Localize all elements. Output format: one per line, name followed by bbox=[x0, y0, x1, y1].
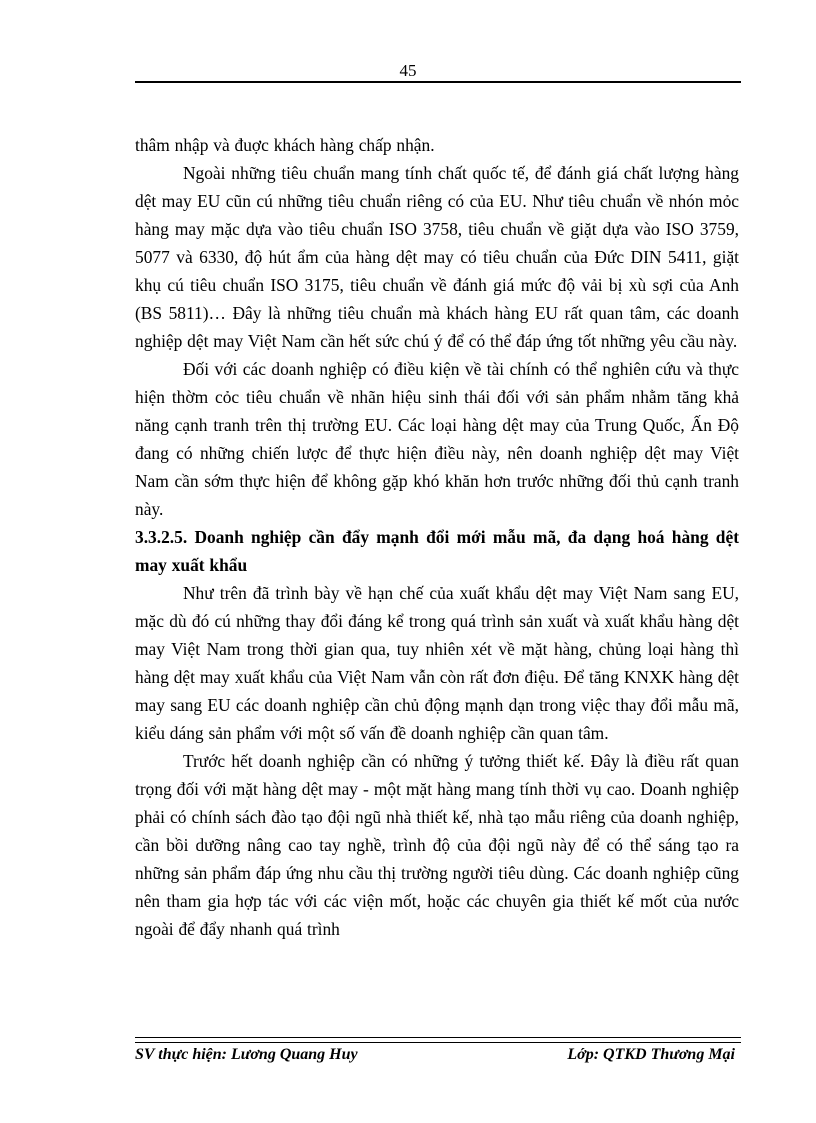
paragraph-product-diversity: Như trên đã trình bày về hạn chế của xuất khẩu dệt may Việt Nam sang EU, mặc dù đó cú những thay đổi đáng kể trong quá trình sản xuất và xuất khẩu hàng dệt may Việt Nam trong thời gian qua, tuy nhiên xét về mặt hàng, chủng loại hàng thì hàng dệt may xuất khẩu của Việt Nam vẫn còn rất đơn điệu. Để tăng KNXK hàng dệt may sang EU các doanh nghiệp cần chủ động mạnh dạn trong việc thay đổi mẫu mã, kiểu dáng sản phẩm với một số vấn đề doanh nghiệp cần quan tâm. bbox=[135, 583, 739, 743]
paragraph-continuation: thâm nhập và đuợc khách hàng chấp nhận. bbox=[135, 135, 435, 155]
paragraph-design-ideas: Trước hết doanh nghiệp cần có những ý tưởng thiết kế. Đây là điều rất quan trọng đối với mặt hàng dệt may - một mặt hàng mang tính thời vụ cao. Doanh nghiệp phải có chính sách đào tạo đội ngũ nhà thiết kế, nhà tạo mẫu riêng của doanh nghiệp, cần bồi dưỡng nâng cao tay nghề, trình độ của đội ngũ này để có thể sáng tạo ra những sản phẩm đáp ứng nhu cầu thị trường người tiêu dùng. Các doanh nghiệp cũng nên tham gia hợp tác với các viện mốt, hoặc các chuyên gia thiết kế mốt của nước ngoài để đẩy nhanh quá trình bbox=[135, 751, 739, 939]
document-body bbox=[135, 131, 739, 943]
paragraph-standards: Ngoài những tiêu chuẩn mang tính chất quốc tế, để đánh giá chất lượng hàng dệt may EU cũn cú những tiêu chuẩn riêng có của EU. Như tiêu chuẩn về nhón mỏc hàng may mặc dựa vào tiêu chuẩn ISO 3758, tiêu chuẩn về giặt dựa vào ISO 3759, 5077 và 6330, độ hút ẩm của hàng dệt may có tiêu chuẩn của Đức DIN 5411, giặt khụ cú tiêu chuẩn ISO 3175, tiêu chuẩn về đánh giá mức độ vải bị xù sợi của Anh (BS 5811)… Đây là những tiêu chuẩn mà khách hàng EU rất quan tâm, các doanh nghiệp dệt may Việt Nam cần hết sức chú ý để có thể đáp ứng tốt những yêu cầu này. bbox=[135, 163, 739, 351]
footer-rule bbox=[135, 1037, 741, 1043]
page-footer bbox=[135, 1045, 741, 1065]
section-heading: 3.3.2.5. Doanh nghiệp cần đẩy mạnh đổi mới mẫu mã, đa dạng hoá hàng dệt may xuất khẩu bbox=[135, 527, 739, 575]
footer-class: Lớp: QTKD Thương Mại bbox=[567, 1046, 735, 1063]
header-rule bbox=[135, 81, 741, 83]
paragraph-eco-labels: Đối với các doanh nghiệp có điều kiện về tài chính có thể nghiên cứu và thực hiện thờm cỏc tiêu chuẩn về nhãn hiệu sinh thái đối với sản phẩm nhằm tăng khả năng cạnh tranh trên thị trường EU. Các loại hàng dệt may của Trung Quốc, Ấn Độ đang có những chiến lược để thực hiện điều này, nên doanh nghiệp dệt may Việt Nam cần sớm thực hiện để không gặp khó khăn hơn trước những đối thủ cạnh tranh này. bbox=[135, 359, 739, 519]
footer-student: SV thực hiện: Lương Quang Huy bbox=[135, 1046, 358, 1063]
page-number: 45 bbox=[399, 61, 417, 80]
